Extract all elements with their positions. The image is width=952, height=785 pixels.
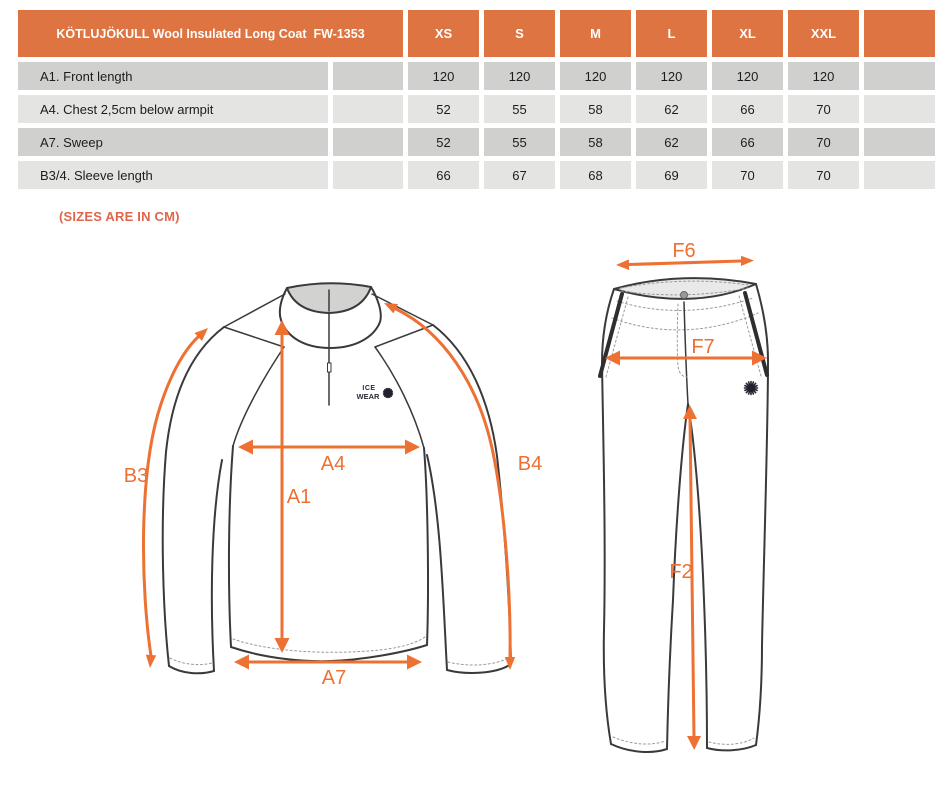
value-cell: 55 (484, 95, 555, 123)
size-header-l: L (636, 10, 707, 57)
value-cell: 120 (712, 62, 783, 90)
sizes-unit-note: (SIZES ARE IN CM) (59, 209, 180, 224)
size-header-s: S (484, 10, 555, 57)
size-header-xs: XS (408, 10, 479, 57)
pants-measure-arrows (605, 240, 767, 750)
value-cell: 58 (560, 95, 631, 123)
value-cell: 70 (788, 161, 859, 189)
row-tail-spacer (864, 95, 935, 123)
pants-snowflake-icon (745, 382, 758, 395)
pants-diagram (600, 240, 768, 752)
value-cell: 70 (788, 128, 859, 156)
size-header-m: M (560, 10, 631, 57)
value-cell: 70 (712, 161, 783, 189)
size-header-xxl: XXL (788, 10, 859, 57)
pants-label-f2: F2 (669, 561, 693, 583)
value-cell: 62 (636, 95, 707, 123)
pants-button (681, 292, 688, 299)
row-tail-spacer (864, 161, 935, 189)
value-cell: 55 (484, 128, 555, 156)
icewear-logo (357, 385, 393, 401)
value-cell: 62 (636, 128, 707, 156)
size-table (18, 10, 935, 189)
logo-snowflake-icon (384, 389, 393, 398)
table-title: KÖTLUJÖKULL Wool Insulated Long Coat FW-1353 (18, 10, 403, 57)
row-tail-spacer (864, 62, 935, 90)
value-cell: 120 (636, 62, 707, 90)
coat-body-left (229, 446, 233, 647)
coat-label-b4: B4 (517, 453, 543, 475)
row-label-chest: A4. Chest 2,5cm below armpit (18, 95, 328, 123)
coat-diagram (124, 283, 542, 689)
row-spacer (333, 161, 403, 189)
value-cell: 120 (560, 62, 631, 90)
value-cell: 120 (788, 62, 859, 90)
row-spacer (333, 62, 403, 90)
value-cell: 70 (788, 95, 859, 123)
value-cell: 58 (560, 128, 631, 156)
coat-body-right (424, 448, 428, 645)
value-cell: 52 (408, 95, 479, 123)
value-cell: 66 (408, 161, 479, 189)
row-label-front-length: A1. Front length (18, 62, 328, 90)
pants-label-f6: F6 (672, 240, 696, 262)
value-cell: 69 (636, 161, 707, 189)
coat-label-a7: A7 (321, 667, 347, 689)
coat-label-a4: A4 (320, 453, 346, 475)
size-header-spacer (864, 10, 935, 57)
coat-label-a1: A1 (286, 486, 312, 508)
value-cell: 66 (712, 128, 783, 156)
row-label-sleeve-length: B3/4. Sleeve length (18, 161, 328, 189)
row-label-sweep: A7. Sweep (18, 128, 328, 156)
row-spacer (333, 128, 403, 156)
size-header-xl: XL (712, 10, 783, 57)
measurement-diagrams (0, 228, 952, 785)
value-cell: 68 (560, 161, 631, 189)
row-tail-spacer (864, 128, 935, 156)
pants-fly (684, 302, 688, 404)
value-cell: 66 (712, 95, 783, 123)
logo-line2: WEAR (356, 392, 380, 401)
logo-line1: ICE (362, 385, 376, 392)
coat-label-b3: B3 (123, 465, 149, 487)
value-cell: 120 (484, 62, 555, 90)
value-cell: 120 (408, 62, 479, 90)
coat-measure-arrows (124, 303, 542, 689)
value-cell: 52 (408, 128, 479, 156)
pants-label-f7: F7 (691, 336, 715, 358)
value-cell: 67 (484, 161, 555, 189)
row-spacer (333, 95, 403, 123)
